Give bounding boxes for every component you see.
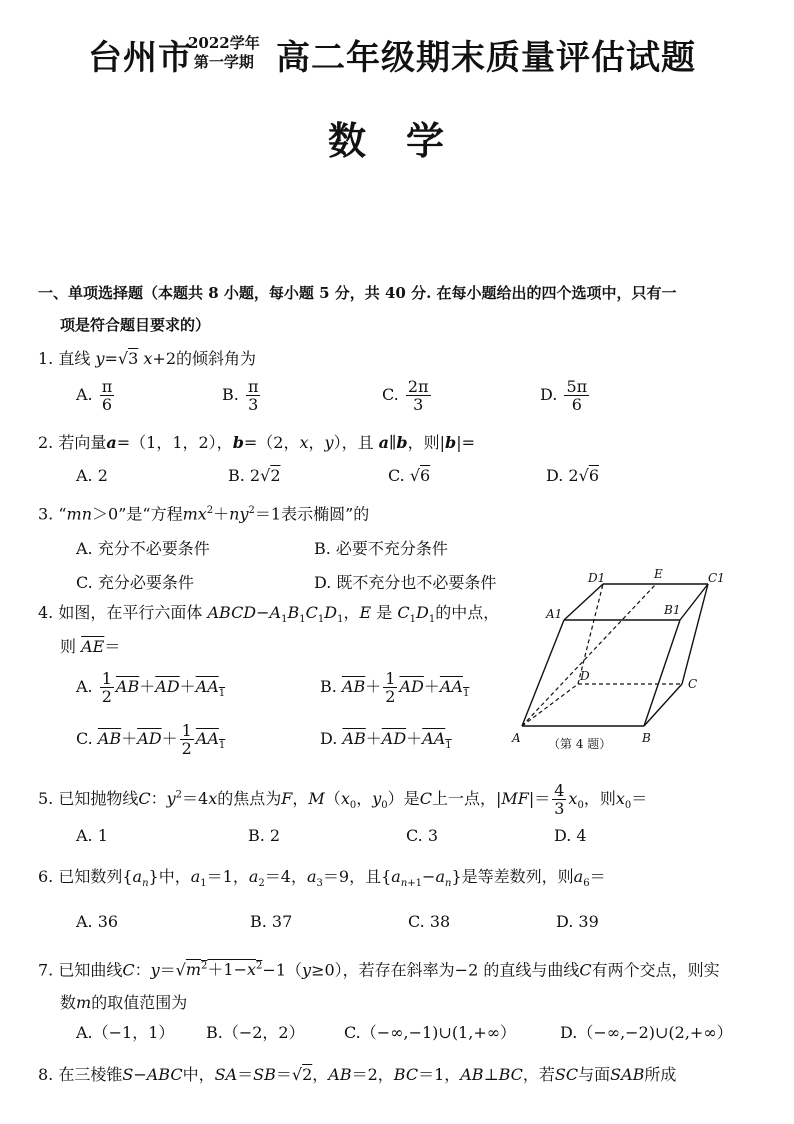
label-c1: C1 [708,571,725,585]
question-3-option-b: B. 必要不充分条件 [314,539,448,558]
question-5-option-b: B. 2 [248,826,281,845]
question-7-stem-line2: 数m的取值范围为 [60,993,188,1012]
parallelepiped-figure [508,566,738,756]
title-year-line2: 第一学期 [193,53,254,71]
question-5-option-d: D. 4 [554,826,587,845]
question-2-stem: 2. 若向量a=（1，1，2），b=（2，x，y），且 a∥b，则|b|= [38,433,475,452]
label-e: E [654,567,663,581]
question-4-stem-line2: 则 $\overline{AE}=$ [60,637,121,656]
segment-a-e-hidden [522,584,656,726]
question-6-option-a: A. 36 [76,912,119,931]
title-year [188,34,260,72]
question-2-option-d: D. 2√6 [546,466,599,485]
question-6-option-c: C. 38 [408,912,451,931]
question-6-option-d: D. 39 [556,912,599,931]
question-2-option-a: A. 2 [76,466,108,485]
label-d1: D1 [588,571,606,585]
label-b1: B1 [664,603,681,617]
section-header-line2: 项是符合题目要求的） [60,316,211,334]
question-1-option-d: D. $\frac{5\pi}{6}$ [540,377,588,414]
label-d: D [580,669,590,683]
question-2-option-c: C. √6 [388,466,431,485]
question-1-stem: 1. 直线 y=√3 x+2的倾斜角为 [38,349,257,368]
title-city: 台州市 [88,38,193,78]
question-7-option-d: D.（−∞,−2)∪(2,+∞） [560,1023,733,1042]
title-year-line1: 2022学年 [188,34,260,52]
question-4-stem: 4. 如图，在平行六面体 $ABCD-A_1B_1C_1D_1$，E 是 $C_1D_1$的中点， [38,603,500,626]
section-header-line1: 一、单项选择题（本题共 8 小题，每小题 5 分，共 40 分. 在每小题给出的四个选项中，只有一 [38,284,677,302]
question-1-option-c: C. $\frac{2\pi}{3}$ [382,377,429,414]
question-2-option-b: B. 2√2 [228,466,281,485]
question-7-option-b: B.（−2，2） [206,1023,305,1042]
question-3-option-d: D. 既不充分也不必要条件 [314,573,497,592]
question-5-option-a: A. 1 [76,826,108,845]
question-4-option-d: D. $\overline{AB}+\overline{AD}+AA_1$ [320,729,452,752]
question-1-option-b: B. $\frac{\pi}{3}$ [222,377,259,414]
question-6-option-b: B. 37 [250,912,293,931]
edge-a1-a [522,620,564,726]
question-3-stem: 3. “mn＞0”是“方程$mx^2+ny^2=1$表示椭圆”的 [38,504,370,524]
question-7-stem: 7. 已知曲线C：$y=√m^2+1-x^2-1(y\ge 0)$，若存在斜率为−2 的直线与曲线C有两个交点，则实 [38,960,720,980]
label-c: C [688,677,698,691]
question-3-option-a: A. 充分不必要条件 [76,539,210,558]
subject-title: 数学 [328,118,485,163]
edge-d1-a1 [564,584,603,620]
question-5-option-c: C. 3 [406,826,439,845]
question-1-option-a: A. $\frac{\pi}{6}$ [76,377,113,414]
question-4-option-c: C. $\overline{AB}+\overline{AD}+$ $\frac{1}{2}$ $AA_1$ [76,721,226,758]
question-8-stem: 8. 在三棱锥S−ABC中，SA＝SB＝√2，AB＝2，BC＝1，AB⊥BC，若SC与面SAB所成 [38,1065,677,1084]
question-6-stem: 6. 已知数列$\{a_n\}$中，$a_1=1$，$a_2=4$，$a_3=9$，且$\{a_{n+1}-a_n\}$是等差数列，则$a_6=$ [38,867,606,890]
label-a: A [512,731,521,745]
label-b: B [642,731,651,745]
question-4-option-b: B. $\overline{AB}+$ $\frac{1}{2}$ $\overline{AD}+AA_1$ [320,669,470,706]
edge-b-c [644,684,682,726]
label-a1: A1 [546,607,563,621]
figure-caption: （第 4 题） [548,737,612,751]
edge-c1-c [682,584,708,684]
question-7-option-a: A.（−1，1） [76,1023,175,1042]
question-7-option-c: C.（−∞,−1)∪(1,+∞） [344,1023,517,1042]
question-5-stem: 5. 已知抛物线C：$y^2=4x$的焦点为F，$M(x_0$，$y_0$）是C上一点，|MF|＝ $\frac{4}{3}$ $x_0$，则$x_0=$ [38,781,648,818]
edge-b1-b [644,620,680,726]
question-3-option-c: C. 充分必要条件 [76,573,194,592]
title-main: 高二年级期末质量评估试题 [276,38,696,78]
question-4-option-a: A. $\frac{1}{2}$ $\overline{AB}+\overline{AD}+AA_1$ [76,669,226,706]
